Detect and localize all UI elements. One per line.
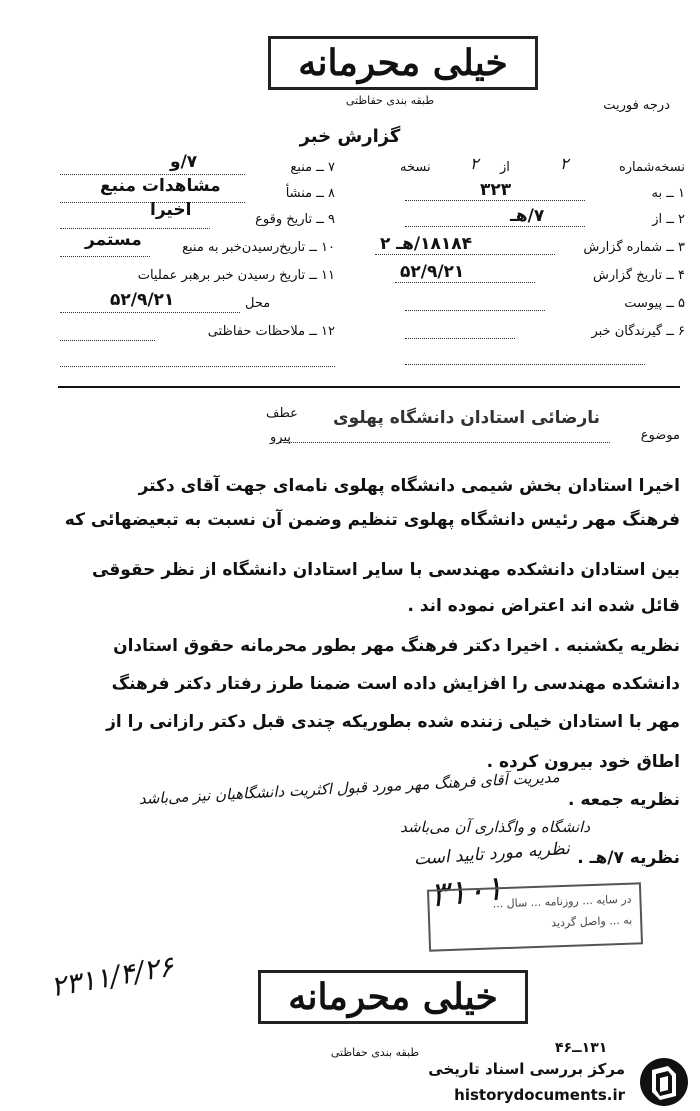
field-6-label: ۶ ــ گیرندگان خبر — [591, 324, 685, 339]
field-12-line-2 — [60, 354, 335, 367]
copy-from-label: از — [500, 160, 510, 175]
field-1-value: ۳۲۳ — [480, 180, 512, 200]
received-stamp-line-1: در سایه ... روزنامه ... سال ... — [492, 892, 632, 911]
bottom-classification-stamp: خیلی محرمانه — [258, 970, 528, 1024]
field-2-value: ۷/هـ — [510, 206, 545, 226]
margin-number-handwriting: ۲۳۱۱/۴/۲۶ — [48, 949, 177, 1004]
field-7-label: ۷ ــ منبع — [290, 160, 335, 175]
field-3-label: ۳ ــ شماره گزارش — [583, 240, 685, 255]
body-line: فرهنگ مهر رئیس دانشگاه پهلوی تنظیم وضمن آن نسبت به تبعیضهائی که — [64, 510, 680, 530]
field-11-place-label: محل — [245, 296, 271, 311]
copy-total-value: ٢ — [470, 154, 479, 173]
body-line: مهر با استادان خیلی زننده شده بطوریکه چندی قبل دکتر رازانی را از — [106, 712, 680, 732]
body-line: نظریه یکشنبه . اخیرا دکتر فرهنگ مهر بطور محرمانه حقوق استادان — [113, 636, 680, 656]
field-10-value: مستمر — [85, 230, 142, 250]
reference-atf-label: عطف — [266, 406, 298, 421]
opinion-h7-handwriting: نظریه مورد تایید است — [413, 838, 571, 870]
field-7-line — [60, 162, 245, 175]
received-stamp-line-2: به ... واصل گردید — [550, 913, 633, 930]
opinion-jome-handwriting: مدیریت آقای فرهنگ مهر مورد قبول اکثریت دانشگاهیان نیز می‌باشد — [138, 767, 561, 809]
field-5-line — [405, 298, 545, 311]
archive-logo-icon — [638, 1056, 690, 1108]
archive-watermark — [400, 1050, 700, 1111]
bottom-classification-caption: طبقه بندی حفاظتی — [330, 1046, 420, 1059]
registration-number-handwriting: ۳۱۰۱ — [428, 868, 505, 916]
field-3-value: ۱۸۱۸۴/هـ ۲ — [380, 234, 473, 254]
field-8-value: مشاهدات منبع — [100, 176, 221, 196]
reference-pirou-label: پیرو — [270, 430, 291, 445]
field-9-label: ۹ ــ تاریخ وقوع — [255, 212, 335, 227]
body-line: بین استادان دانشکده مهندسی با سایر استادان دانشگاه از نظر حقوقی — [91, 560, 680, 580]
opinion-jome-handwriting-2: دانشگاه و واگذاری آن می‌باشد — [400, 818, 590, 836]
field-12-label: ۱۲ ــ ملاحظات حفاظتی — [207, 324, 335, 339]
report-title: گزارش خبر — [299, 126, 401, 147]
archive-url: historydocuments.ir — [454, 1086, 625, 1104]
field-4-value: ۵۲/۹/۲۱ — [400, 262, 465, 282]
subject-line — [280, 430, 610, 443]
field-11-value: ۵۲/۹/۲۱ — [110, 290, 175, 310]
field-2-label: ۲ ــ از — [652, 212, 685, 227]
field-9-value: اخیرا — [150, 200, 192, 220]
copy-word: نسخه — [400, 160, 431, 175]
field-7-value: ۷/و — [170, 152, 198, 172]
field-6-line-2 — [405, 352, 645, 365]
archive-name: مرکز بررسی اسناد تاریخی — [428, 1060, 625, 1078]
field-4-label: ۴ ــ تاریخ گزارش — [593, 268, 685, 283]
subject-text: نارضائی استادان دانشگاه پهلوی — [333, 408, 600, 428]
field-6-line — [405, 326, 515, 339]
body-line: اخیرا استادان بخش شیمی دانشگاه پهلوی نامه‌ای جهت آقای دکتر — [138, 476, 680, 496]
body-line: دانشکده مهندسی را افزایش داده است ضمنا طرز رفتار دکتر فرهنگ — [111, 674, 680, 694]
field-12-line — [60, 328, 155, 341]
body-line: قائل شده اند اعتراض نموده اند . — [407, 596, 680, 616]
received-stamp — [427, 882, 643, 951]
document-code: ۱۳۱ــ۴۶ — [555, 1040, 608, 1056]
field-11-label: ۱۱ ــ تاریخ رسیدن خبر برهبر عملیات — [137, 268, 335, 283]
field-1-label: ۱ ــ به — [651, 186, 685, 201]
field-8-label: ۸ ــ منشأ — [285, 186, 335, 201]
subject-label: موضوع — [640, 428, 680, 443]
body-line: اطاق خود بیرون کرده . — [486, 752, 680, 772]
copy-number-label: نسخه‌شماره — [618, 160, 685, 175]
header-divider — [58, 386, 680, 388]
field-10-label: ۱۰ ــ تاریخ‌رسیدن‌خبر به منبع — [182, 240, 335, 255]
top-classification-stamp: خیلی محرمانه — [268, 36, 538, 90]
field-2-line — [405, 214, 585, 227]
opinion-h7-label: نظریه ۷/هـ . — [577, 848, 680, 868]
copy-number-value: ۲ — [560, 154, 569, 173]
top-classification-caption: طبقه بندی حفاظتی — [345, 94, 435, 107]
urgency-label: درجه فوریت — [603, 98, 670, 113]
opinion-jome-label: نظریه جمعه . — [567, 790, 680, 810]
field-5-label: ۵ ــ پیوست — [624, 296, 685, 311]
